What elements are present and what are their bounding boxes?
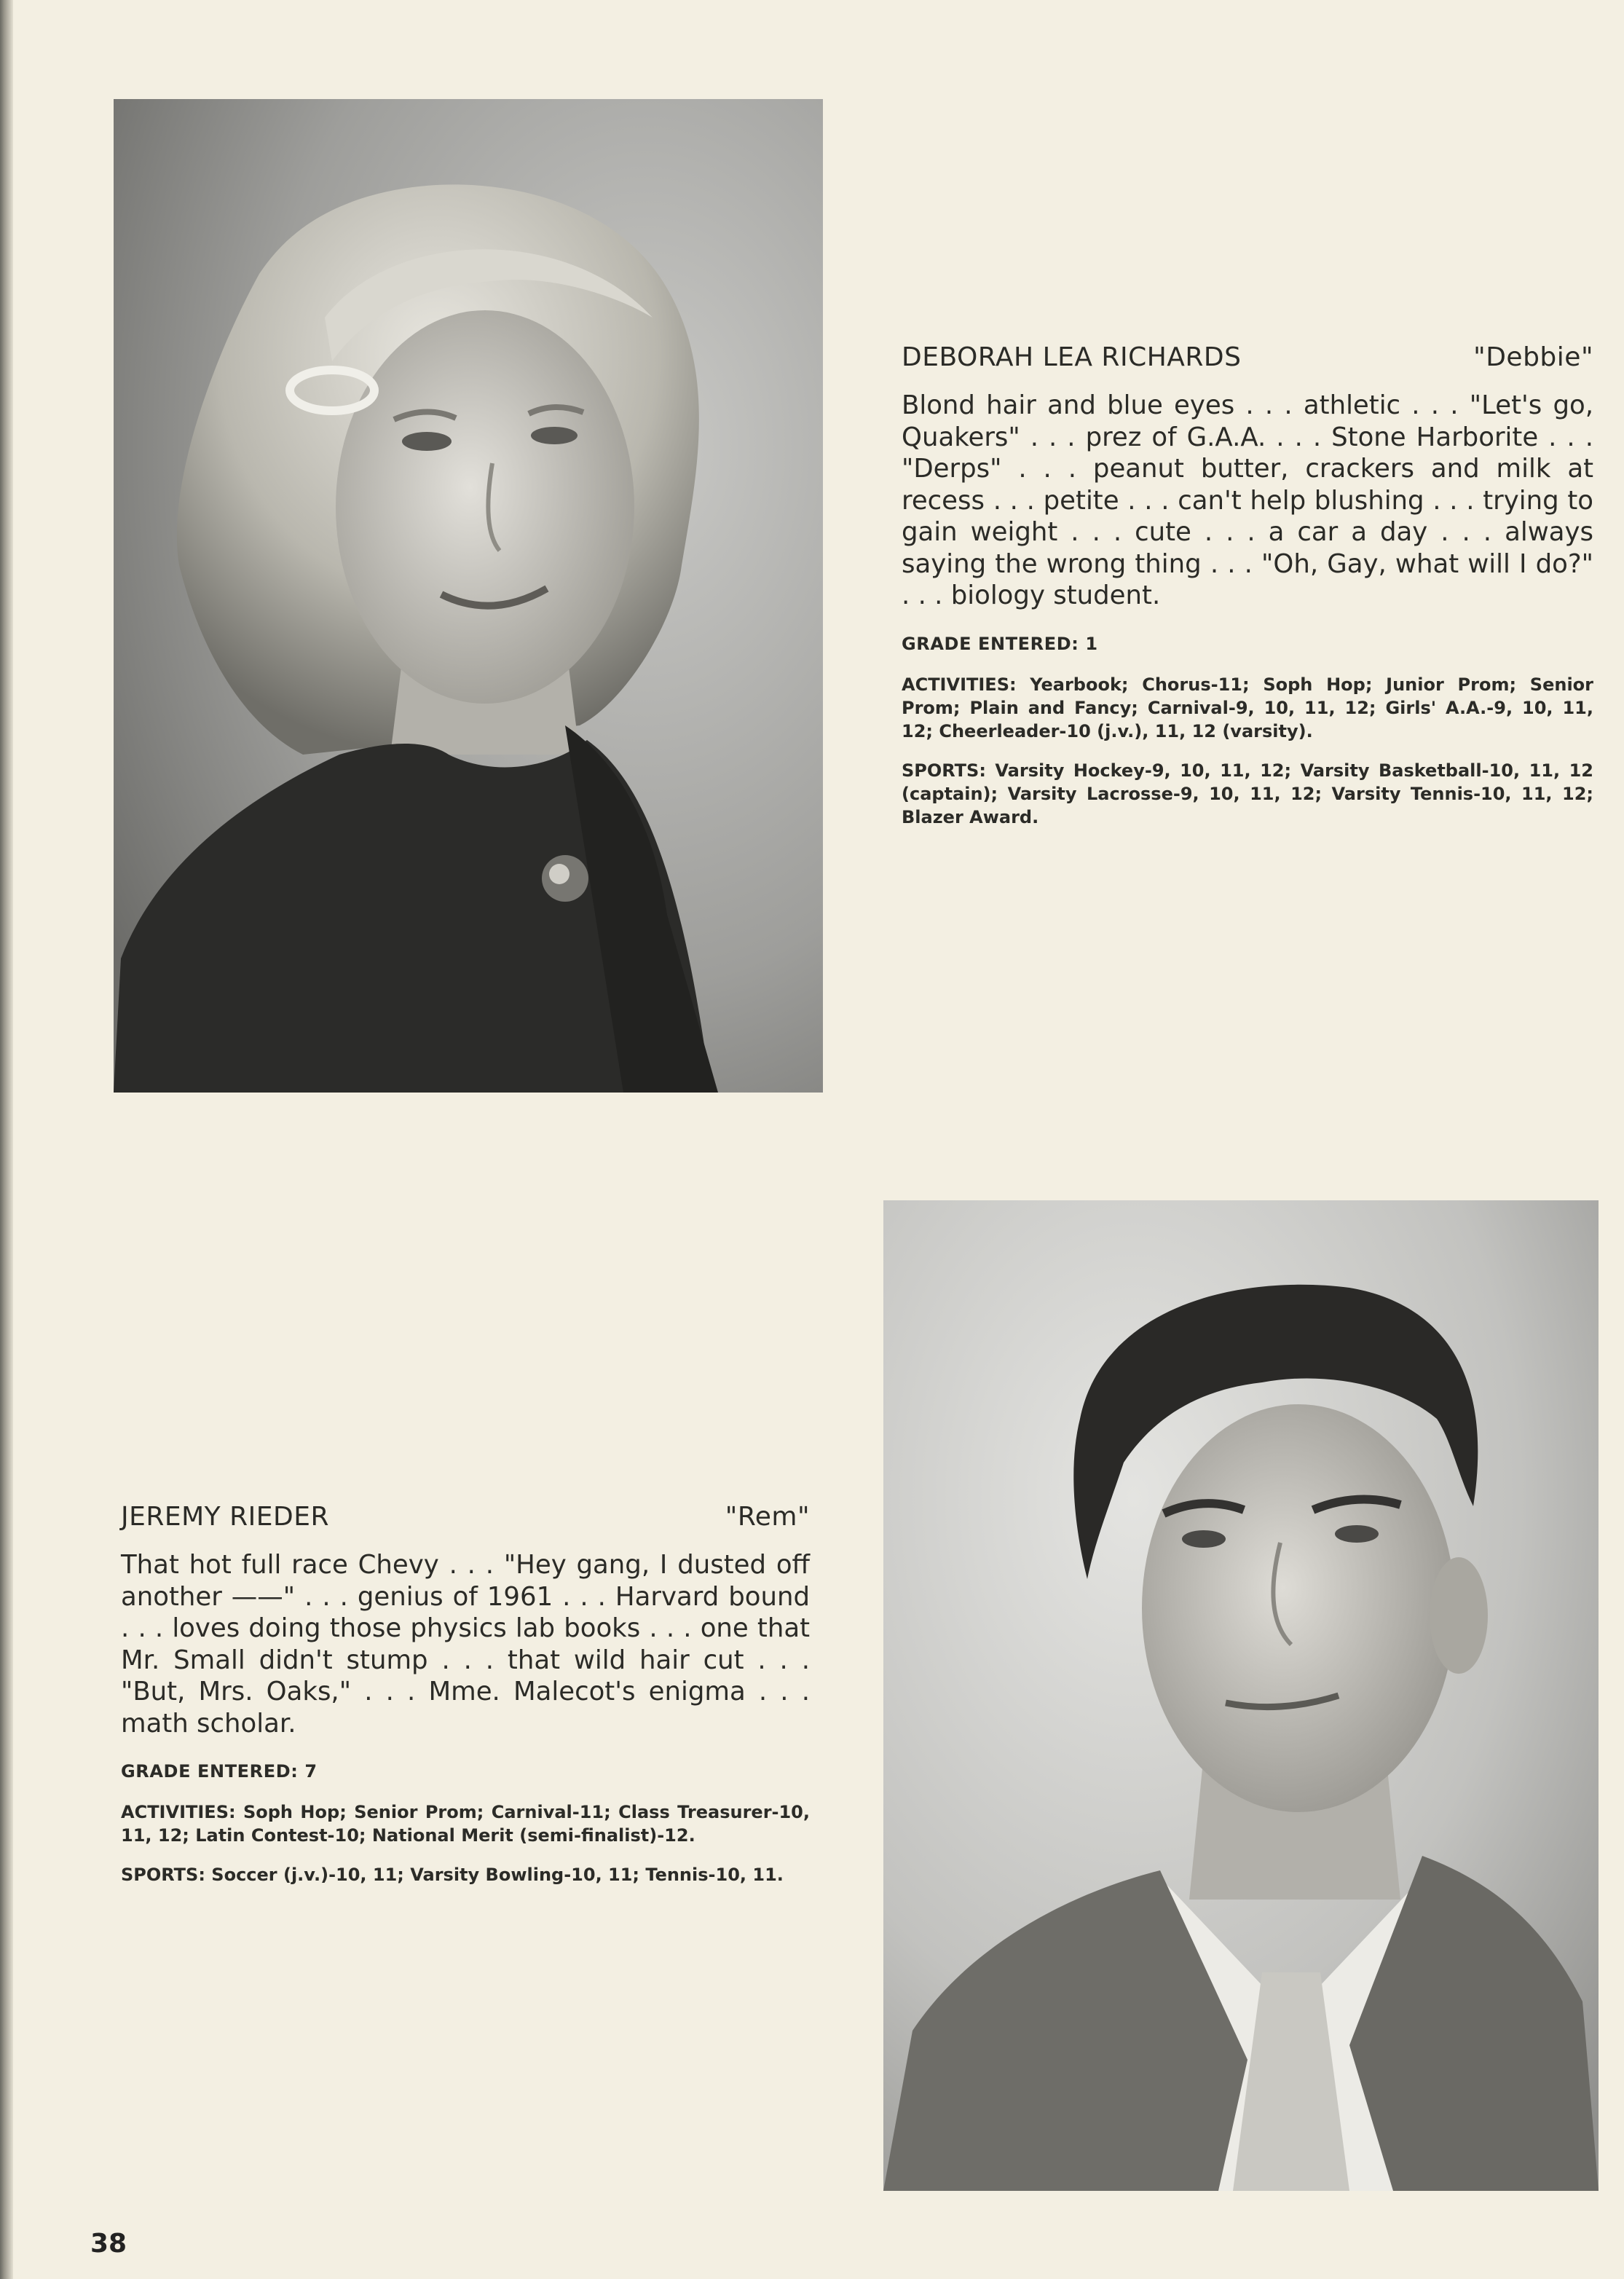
grade-entered: GRADE ENTERED: 1 (902, 633, 1098, 654)
sports-list: SPORTS: Varsity Hockey-9, 10, 11, 12; Varsity Basketball-10, 11, 12 (captain); Varsity Lacrosse-9, 10, 11, 12; Varsity Tennis-10, 11, 12; Blazer Award. (902, 760, 1593, 827)
student-name: DEBORAH LEA RICHARDS (902, 342, 1242, 372)
grade-entered: GRADE ENTERED: 7 (121, 1761, 318, 1782)
senior-entry-deborah (902, 342, 1593, 845)
student-nickname: "Rem" (725, 1502, 810, 1532)
student-bio: That hot full race Chevy . . . "Hey gang, I dusted off another ——" . . . genius of 1961 . . . Harvard bound . . . loves doing those physics lab books . . . one that Mr. Small didn't stump . . . that wild hair cut . . . "But, Mrs. Oaks," . . . Mme. Malecot's enigma . . . math scholar. (121, 1550, 810, 1739)
portrait-photo-deborah (114, 99, 823, 1093)
page-binding-edge (0, 0, 13, 2279)
student-name: JEREMY RIEDER (121, 1502, 329, 1532)
name-row (902, 342, 1593, 372)
portrait-photo-jeremy (883, 1200, 1599, 2191)
activities-list: ACTIVITIES: Soph Hop; Senior Prom; Carnival-11; Class Treasurer-10, 11, 12; Latin Contest-10; National Merit (semi-finalist)-12. (121, 1802, 810, 1846)
student-nickname: "Debbie" (1473, 342, 1593, 372)
student-bio: Blond hair and blue eyes . . . athletic . . . "Let's go, Quakers" . . . prez of G.A.A. . . . Stone Harborite . . . "Derps" . . . peanut butter, crackers and milk at recess . . . petite . . . can't help blushing . . . trying to gain weight . . . cute . . . a car a day . . . always saying the wrong thing . . . "Oh, Gay, what will I do?" . . . biology student. (902, 390, 1593, 610)
name-row (121, 1502, 810, 1532)
sports-list: SPORTS: Soccer (j.v.)-10, 11; Varsity Bowling-10, 11; Tennis-10, 11. (121, 1865, 784, 1885)
activities-list: ACTIVITIES: Yearbook; Chorus-11; Soph Hop; Junior Prom; Senior Prom; Plain and Fancy; Carnival-9, 10, 11, 12; Girls' A.A.-9, 10, 11, 12; Cheerleader-10 (j.v.), 11, 12 (varsity). (902, 674, 1593, 741)
senior-entry-jeremy (121, 1502, 810, 1902)
page-number: 38 (90, 2229, 127, 2259)
